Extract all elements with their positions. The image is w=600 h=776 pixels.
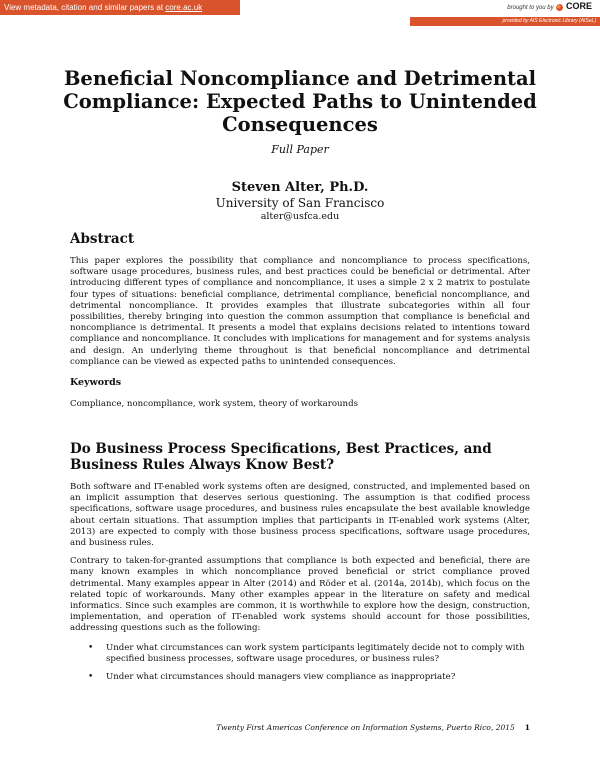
core-metadata-link[interactable] bbox=[0, 0, 240, 15]
page-footer bbox=[70, 723, 530, 732]
author-email: alter@usfca.edu bbox=[260, 211, 340, 222]
abstract-text: This paper explores the possibility that compliance and noncompliance to process specifications, software usage procedures, business rules, and best practices could be beneficial or detrimental. After introducing different types of compliance and noncompliance, it uses a simple 2 x 2 matrix to postulate four types of situations: beneficial compliance, detrimental compliance, beneficial noncompliance, and detrimental noncompliance. It provides examples that illustrate subcategories within all four possibilities, thereby bringing into question the common assumption that compliance is beneficial and noncompliance is detrimental. It presents a model that explains decisions related to intentions toward compliance and noncompliance. It concludes with implications for management and for systems analysis and design. An underlying theme throughout is that beneficial noncompliance and detrimental compliance can be viewed as expected paths to unintended consequences. bbox=[70, 256, 530, 367]
question-text: Under what circumstances should managers view compliance as inappropriate? bbox=[106, 672, 456, 683]
core-banner bbox=[0, 0, 600, 15]
core-brand-area[interactable] bbox=[507, 1, 592, 11]
section-1-paragraph: Contrary to taken-for-granted assumptions that compliance is both expected and beneficial, there are many known examples in which noncompliance proved beneficial or strict compliance proved detrimental. Many examples appear in Alter (2014) and Röder et al. (2014a, 2014b), which focus on the related topic of workarounds. Many other examples appear in the literature on safety and medical informatics. Since such examples are common, it is worthwhile to explore how the design, construction, implementation, and operation of IT-enabled work systems should account for those possibilities, addressing questions such as the following: bbox=[70, 556, 530, 634]
question-list bbox=[70, 643, 530, 684]
paper-type: Full Paper bbox=[271, 143, 329, 156]
core-banner-text: View metadata, citation and similar papers at bbox=[4, 3, 166, 12]
core-logo-icon bbox=[556, 4, 563, 11]
author-name: Steven Alter, Ph.D. bbox=[231, 180, 369, 195]
keywords-section bbox=[70, 377, 530, 410]
section-1-heading: Do Business Process Specifications, Best Practices, and Business Rules Always Know Best? bbox=[70, 441, 492, 473]
section-1 bbox=[70, 441, 530, 690]
provided-by-banner[interactable] bbox=[410, 17, 600, 26]
abstract-heading: Abstract bbox=[70, 231, 135, 247]
brought-by-text: brought to you by bbox=[507, 5, 554, 11]
core-link[interactable]: core.ac.uk bbox=[165, 3, 203, 12]
question-text: Under what circumstances can work system participants legitimately decide not to comply with specified business processes, software usage procedures, or business rules? bbox=[106, 642, 525, 664]
section-1-paragraph: Both software and IT-enabled work systems often are designed, constructed, and implemented based on an implicit assumption that deserves serious questioning. The assumption is that codified process specifications, software usage procedures, and business rules encapsulate the best available knowledge about certain situations. That assumption implies that participants in IT-enabled work systems (Alter, 2013) are expected to comply with those business process specifications, software usage procedures, and business rules. bbox=[70, 482, 530, 549]
bullet-icon: • bbox=[88, 672, 94, 683]
list-item bbox=[70, 672, 530, 683]
paper-title: Beneficial Noncompliance and Detrimental Compliance: Expected Paths to Unintended Consequences bbox=[63, 67, 537, 136]
footer-conference: Twenty First Americas Conference on Information Systems, Puerto Rico, 2015 bbox=[216, 723, 515, 732]
core-brand: CORE bbox=[565, 1, 592, 11]
list-item bbox=[70, 643, 530, 665]
keywords-heading: Keywords bbox=[70, 377, 122, 388]
provided-by-text: provided by AIS Electronic Library (AISeL) bbox=[502, 18, 596, 24]
keywords-text: Compliance, noncompliance, work system, theory of workarounds bbox=[70, 399, 358, 409]
bullet-icon: • bbox=[88, 642, 94, 653]
abstract-section bbox=[70, 231, 530, 368]
author-affiliation: University of San Francisco bbox=[215, 196, 385, 210]
page-number: 1 bbox=[524, 723, 530, 732]
